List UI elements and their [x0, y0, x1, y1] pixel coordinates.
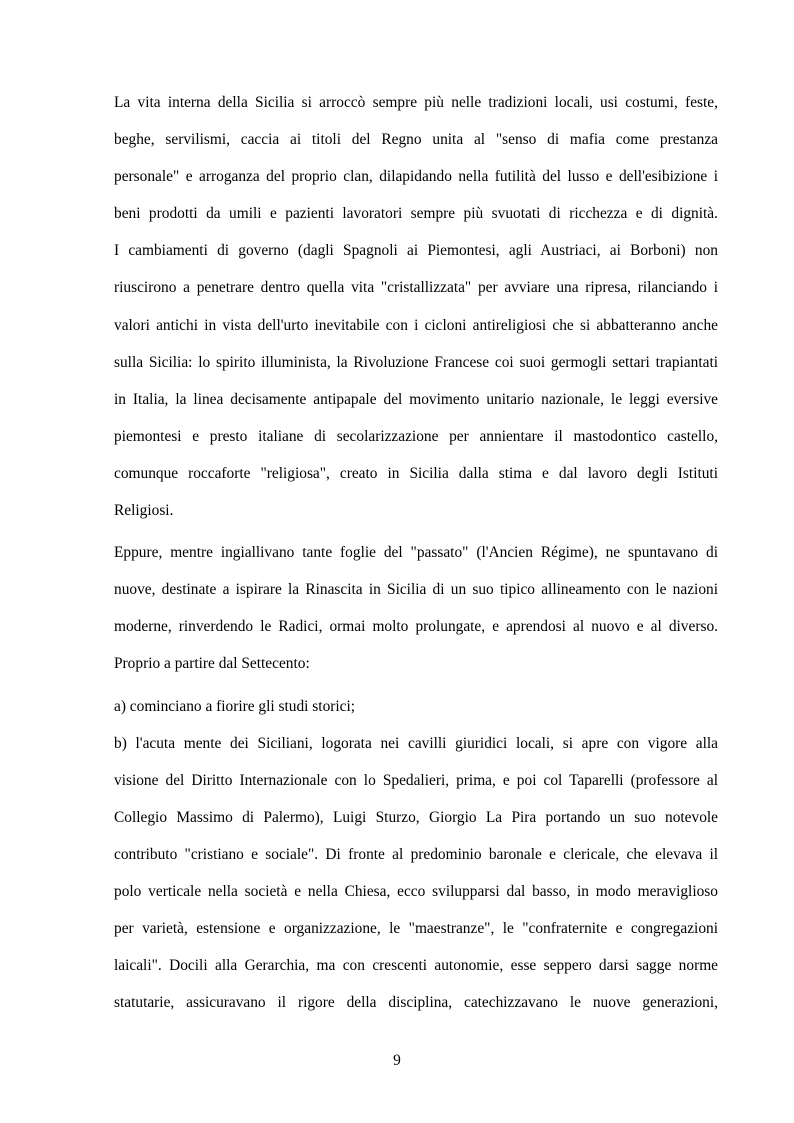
text-line: moderne, rinverdendo le Radici, ormai molto prolungate, e aprendosi al nuovo e al diverso.	[114, 618, 718, 636]
text-line: piemontesi e presto italiane di secolarizzazione per annientare il mastodontico castello,	[114, 427, 718, 445]
paragraph-1	[114, 84, 718, 529]
text-line: personale" e arroganza del proprio clan, dilapidando nella futilità del lusso e dell'esibizione i	[114, 168, 718, 186]
text-line: Proprio a partire dal Settecento:	[114, 655, 310, 673]
text-line: riuscirono a penetrare dentro quella vita "cristallizzata" per avviare una ripresa, rilanciando i	[114, 279, 718, 297]
text-line: contributo "cristiano e sociale". Di fronte al predominio baronale e clericale, che elevava il	[114, 845, 718, 863]
text-line: Collegio Massimo di Palermo), Luigi Sturzo, Giorgio La Pira portando un suo notevole	[114, 808, 718, 826]
text-line: nuove, destinate a ispirare la Rinascita in Sicilia di un suo tipico allineamento con le nazioni	[114, 581, 718, 599]
text-line: per varietà, estensione e organizzazione, le "maestranze", le "confraternite e congregazioni	[114, 920, 718, 938]
list-item-b	[114, 725, 718, 1022]
text-line: visione del Diritto Internazionale con lo Spedalieri, prima, e poi col Taparelli (professore al	[114, 771, 718, 789]
text-line: beghe, servilismi, caccia ai titoli del Regno unita al "senso di mafia come prestanza	[114, 131, 718, 149]
text-line: I cambiamenti di governo (dagli Spagnoli ai Piemontesi, agli Austriaci, ai Borboni) non	[114, 242, 718, 260]
text-line: b) l'acuta mente dei Siciliani, logorata nei cavilli giuridici locali, si apre con vigore alla	[114, 734, 718, 752]
text-line: valori antichi in vista dell'urto inevitabile con i cicloni antireligiosi che si abbatteranno anche	[114, 316, 718, 334]
text-line: in Italia, la linea decisamente antipapale del movimento unitario nazionale, le leggi eversive	[114, 390, 718, 408]
text-line: laicali". Docili alla Gerarchia, ma con crescenti autonomie, esse seppero darsi sagge norme	[114, 957, 718, 975]
text-line: Religiosi.	[114, 502, 174, 520]
text-line: polo verticale nella società e nella Chiesa, ecco svilupparsi dal basso, in modo meraviglioso	[114, 882, 718, 900]
text-line: statutarie, assicuravano il rigore della disciplina, catechizzavano le nuove generazioni,	[114, 994, 718, 1012]
page-number: 9	[393, 1052, 401, 1069]
document-body	[114, 84, 718, 1021]
text-line: a) cominciano a fiorire gli studi storici;	[114, 697, 356, 715]
list-item-a	[114, 688, 718, 725]
paragraph-2	[114, 534, 718, 682]
text-line: comunque roccaforte "religiosa", creato in Sicilia dalla stima e dal lavoro degli Istituti	[114, 464, 718, 482]
text-line: Eppure, mentre ingiallivano tante foglie del "passato" (l'Ancien Régime), ne spuntavano di	[114, 544, 718, 562]
text-line: beni prodotti da umili e pazienti lavoratori sempre più svuotati di ricchezza e di dignità.	[114, 205, 718, 223]
text-line: sulla Sicilia: lo spirito illuminista, la Rivoluzione Francese coi suoi germogli settari trapiantati	[114, 353, 718, 371]
text-line: La vita interna della Sicilia si arroccò sempre più nelle tradizioni locali, usi costumi, feste,	[114, 94, 718, 111]
